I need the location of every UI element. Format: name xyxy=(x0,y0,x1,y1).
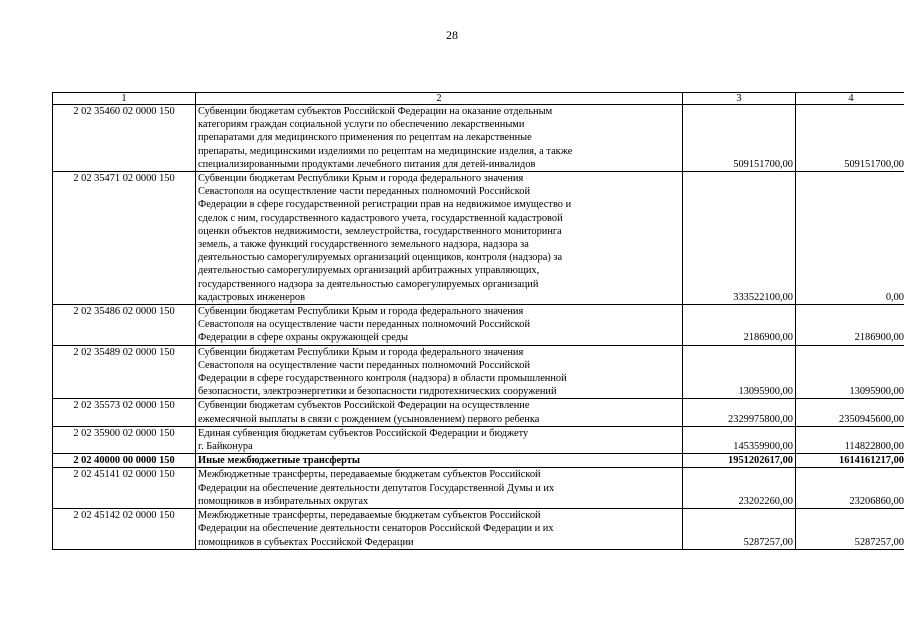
description-cell xyxy=(196,399,683,426)
description-cell xyxy=(196,172,683,305)
amount-col3-cell: 509151700,00 xyxy=(683,105,796,172)
description-line: Федерации в сфере государственного контроля (надзора) в области промышленной xyxy=(198,373,567,385)
budget-code-cell: 2 02 35471 02 0000 150 xyxy=(53,172,196,305)
budget-code-cell: 2 02 35573 02 0000 150 xyxy=(53,399,196,426)
table-row xyxy=(53,454,904,468)
description-line: деятельностью саморегулируемых организаций оценщиков, контроля (надзора) за xyxy=(198,252,563,264)
amount-col4-cell: 0,00 xyxy=(796,172,904,305)
budget-code-cell: 2 02 45142 02 0000 150 xyxy=(53,509,196,550)
description-line: помощников в избирательных округах xyxy=(198,495,369,507)
amount-col4-cell: 2186900,00 xyxy=(796,305,904,346)
description-line: Севастополя на осуществление части переданных полномочий Российской xyxy=(198,319,531,331)
table-row xyxy=(53,345,904,399)
column-header-4: 4 xyxy=(796,93,904,105)
description-cell xyxy=(196,468,683,509)
budget-code-cell: 2 02 35486 02 0000 150 xyxy=(53,305,196,346)
description-line: категориям граждан социальной услуги по обеспечению лекарственными xyxy=(198,119,525,131)
description-line: Единая субвенция бюджетам субъектов Российской Федерации и бюджету xyxy=(198,427,529,439)
description-line: ежемесячной выплаты в связи с рождением (усыновлением) первого ребенка xyxy=(198,413,540,425)
description-cell xyxy=(196,105,683,172)
description-line: Федерации на обеспечение деятельности депутатов Государственной Думы и их xyxy=(198,482,555,494)
description-line: препараты, медицинскими изделиями по рецептам на медицинские изделия, а также xyxy=(198,145,573,157)
amount-col3-cell: 5287257,00 xyxy=(683,509,796,550)
description-line: государственного надзора за деятельностью саморегулируемых организаций xyxy=(198,278,539,290)
description-line: Иные межбюджетные трансферты xyxy=(198,455,361,467)
description-line: земель, а также функций государственного земельного надзора, надзора за xyxy=(198,239,529,251)
budget-code-cell: 2 02 45141 02 0000 150 xyxy=(53,468,196,509)
column-header-2: 2 xyxy=(196,93,683,105)
amount-col4-cell: 1614161217,00 xyxy=(796,454,904,468)
amount-col4-cell: 23206860,00 xyxy=(796,468,904,509)
description-line: Субвенции бюджетам Республики Крым и города федерального значения xyxy=(198,306,524,318)
budget-table xyxy=(52,92,904,550)
amount-col3-cell: 13095900,00 xyxy=(683,345,796,399)
amount-col4-cell: 13095900,00 xyxy=(796,345,904,399)
budget-code-cell: 2 02 40000 00 0000 150 xyxy=(53,454,196,468)
description-line: безопасности, электроэнергетики и безопасности гидротехнических сооружений xyxy=(198,386,557,398)
description-line: Субвенции бюджетам Республики Крым и города федерального значения xyxy=(198,173,524,185)
description-line: Федерации в сфере охраны окружающей среды xyxy=(198,332,408,344)
description-line: Субвенции бюджетам субъектов Российской Федерации на оказание отдельным xyxy=(198,106,553,117)
amount-col4-cell: 509151700,00 xyxy=(796,105,904,172)
description-line: Субвенции бюджетам субъектов Российской Федерации на осуществление xyxy=(198,400,530,412)
description-line: кадастровых инженеров xyxy=(198,291,305,303)
description-line: Федерации на обеспечение деятельности сенаторов Российской Федерации и их xyxy=(198,523,554,535)
budget-code-cell: 2 02 35489 02 0000 150 xyxy=(53,345,196,399)
page-number: 28 xyxy=(446,28,458,42)
column-header-3: 3 xyxy=(683,93,796,105)
amount-col4-cell: 114822800,00 xyxy=(796,426,904,453)
table-row xyxy=(53,172,904,305)
description-line: Межбюджетные трансферты, передаваемые бюджетам субъектов Российской xyxy=(198,510,541,522)
description-line: Субвенции бюджетам Республики Крым и города федерального значения xyxy=(198,346,524,358)
amount-col4-cell: 5287257,00 xyxy=(796,509,904,550)
description-line: специализированными продуктами лечебного питания для детей-инвалидов xyxy=(198,158,536,170)
description-cell xyxy=(196,305,683,346)
table-row xyxy=(53,105,904,172)
budget-table-body xyxy=(53,93,904,550)
amount-col3-cell: 2329975800,00 xyxy=(683,399,796,426)
column-header-1: 1 xyxy=(53,93,196,105)
table-row xyxy=(53,399,904,426)
description-cell xyxy=(196,426,683,453)
description-line: препаратами для медицинского применения по рецептам на лекарственные xyxy=(198,132,532,144)
table-row xyxy=(53,426,904,453)
description-line: Севастополя на осуществление части переданных полномочий Российской xyxy=(198,359,531,371)
amount-col3-cell: 1951202617,00 xyxy=(683,454,796,468)
description-cell xyxy=(196,509,683,550)
budget-code-cell: 2 02 35900 02 0000 150 xyxy=(53,426,196,453)
description-line: Севастополя на осуществление части переданных полномочий Российской xyxy=(198,186,531,198)
amount-col3-cell: 333522100,00 xyxy=(683,172,796,305)
description-cell xyxy=(196,345,683,399)
table-row xyxy=(53,509,904,550)
amount-col3-cell: 23202260,00 xyxy=(683,468,796,509)
description-line: Межбюджетные трансферты, передаваемые бюджетам субъектов Российской xyxy=(198,469,541,481)
description-line: Федерации в сфере государственной регистрации прав на недвижимое имущество и xyxy=(198,199,572,211)
table-row xyxy=(53,305,904,346)
description-cell xyxy=(196,454,683,468)
description-line: помощников в субъектах Российской Федерации xyxy=(198,536,414,548)
table-row xyxy=(53,468,904,509)
amount-col3-cell: 145359900,00 xyxy=(683,426,796,453)
description-line: сделок с ним, государственного кадастрового учета, государственной кадастровой xyxy=(198,212,563,224)
description-line: г. Байконура xyxy=(198,441,253,453)
amount-col3-cell: 2186900,00 xyxy=(683,305,796,346)
amount-col4-cell: 2350945600,00 xyxy=(796,399,904,426)
table-header-row xyxy=(53,93,904,105)
description-line: деятельностью саморегулируемых организаций арбитражных управляющих, xyxy=(198,265,540,277)
budget-code-cell: 2 02 35460 02 0000 150 xyxy=(53,105,196,172)
description-line: оценки объектов недвижимости, землеустройства, государственного мониторинга xyxy=(198,225,562,237)
